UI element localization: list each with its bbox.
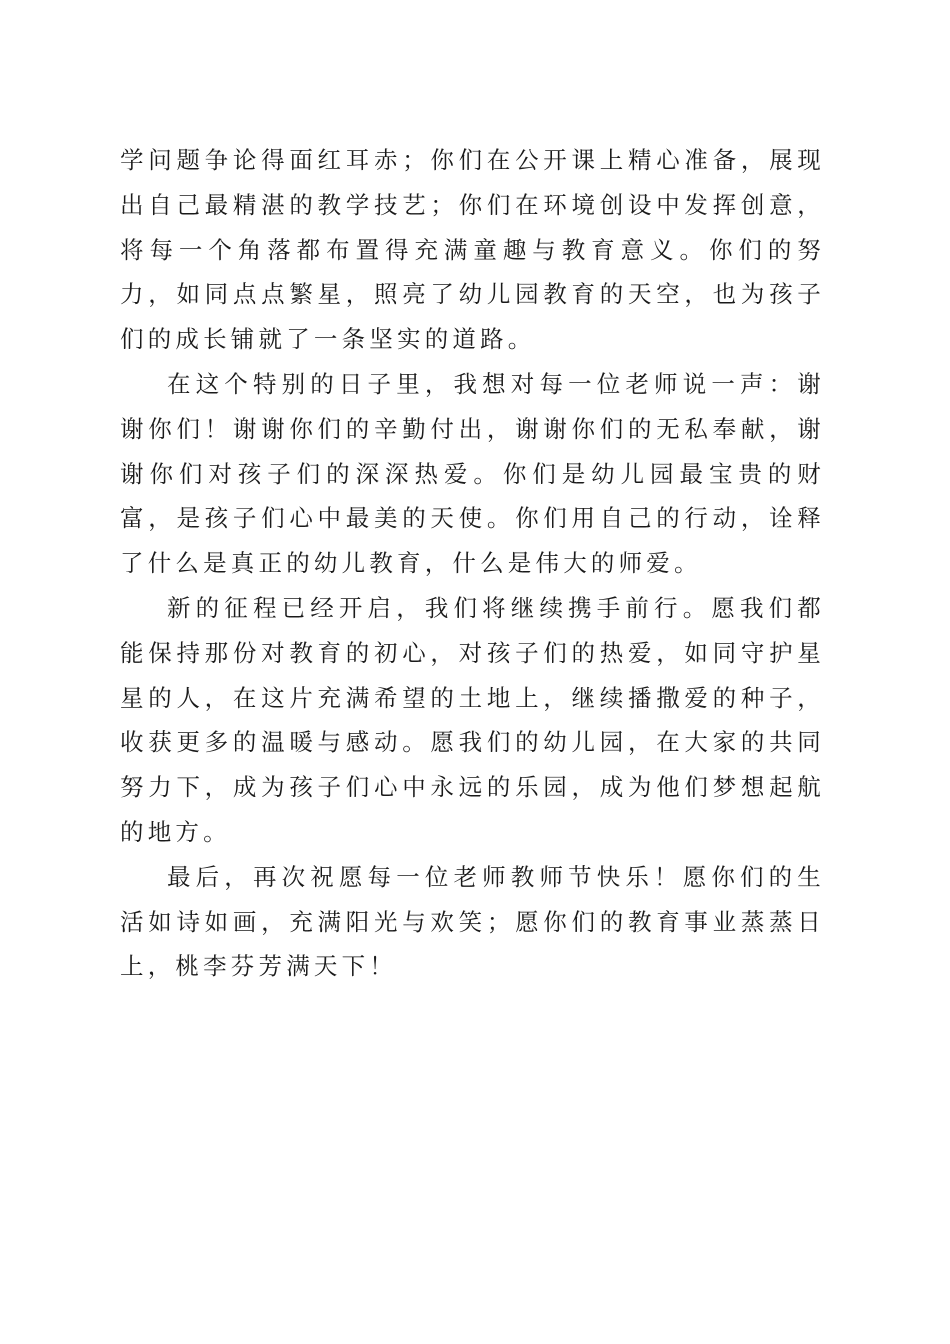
document-page (120, 138, 825, 989)
paragraph-closing-wishes: 最后，再次祝愿每一位老师教师节快乐！愿你们的生活如诗如画，充满阳光与欢笑；愿你们的教育事业蒸蒸日上，桃李芬芳满天下！ (120, 862, 825, 981)
paragraph-continued: 学问题争论得面红耳赤；你们在公开课上精心准备，展现出自己最精湛的教学技艺；你们在环境创设中发挥创意，将每一个角落都布置得充满童趣与教育意义。你们的努力，如同点点繁星，照亮了幼儿园教育的天空，也为孩子们的成长铺就了一条坚实的道路。 (120, 146, 825, 354)
paragraph-new-journey: 新的征程已经开启，我们将继续携手前行。愿我们都能保持那份对教育的初心，对孩子们的热爱，如同守护星星的人，在这片充满希望的土地上，继续播撒爱的种子，收获更多的温暖与感动。愿我们的幼儿园，在大家的共同努力下，成为孩子们心中永远的乐园，成为他们梦想起航的地方。 (120, 593, 825, 846)
paragraph-thanks: 在这个特别的日子里，我想对每一位老师说一声：谢谢你们！谢谢你们的辛勤付出，谢谢你们的无私奉献，谢谢你们对孩子们的深深热爱。你们是幼儿园最宝贵的财富，是孩子们心中最美的天使。你们用自己的行动，诠释了什么是真正的幼儿教育，什么是伟大的师爱。 (120, 369, 825, 578)
